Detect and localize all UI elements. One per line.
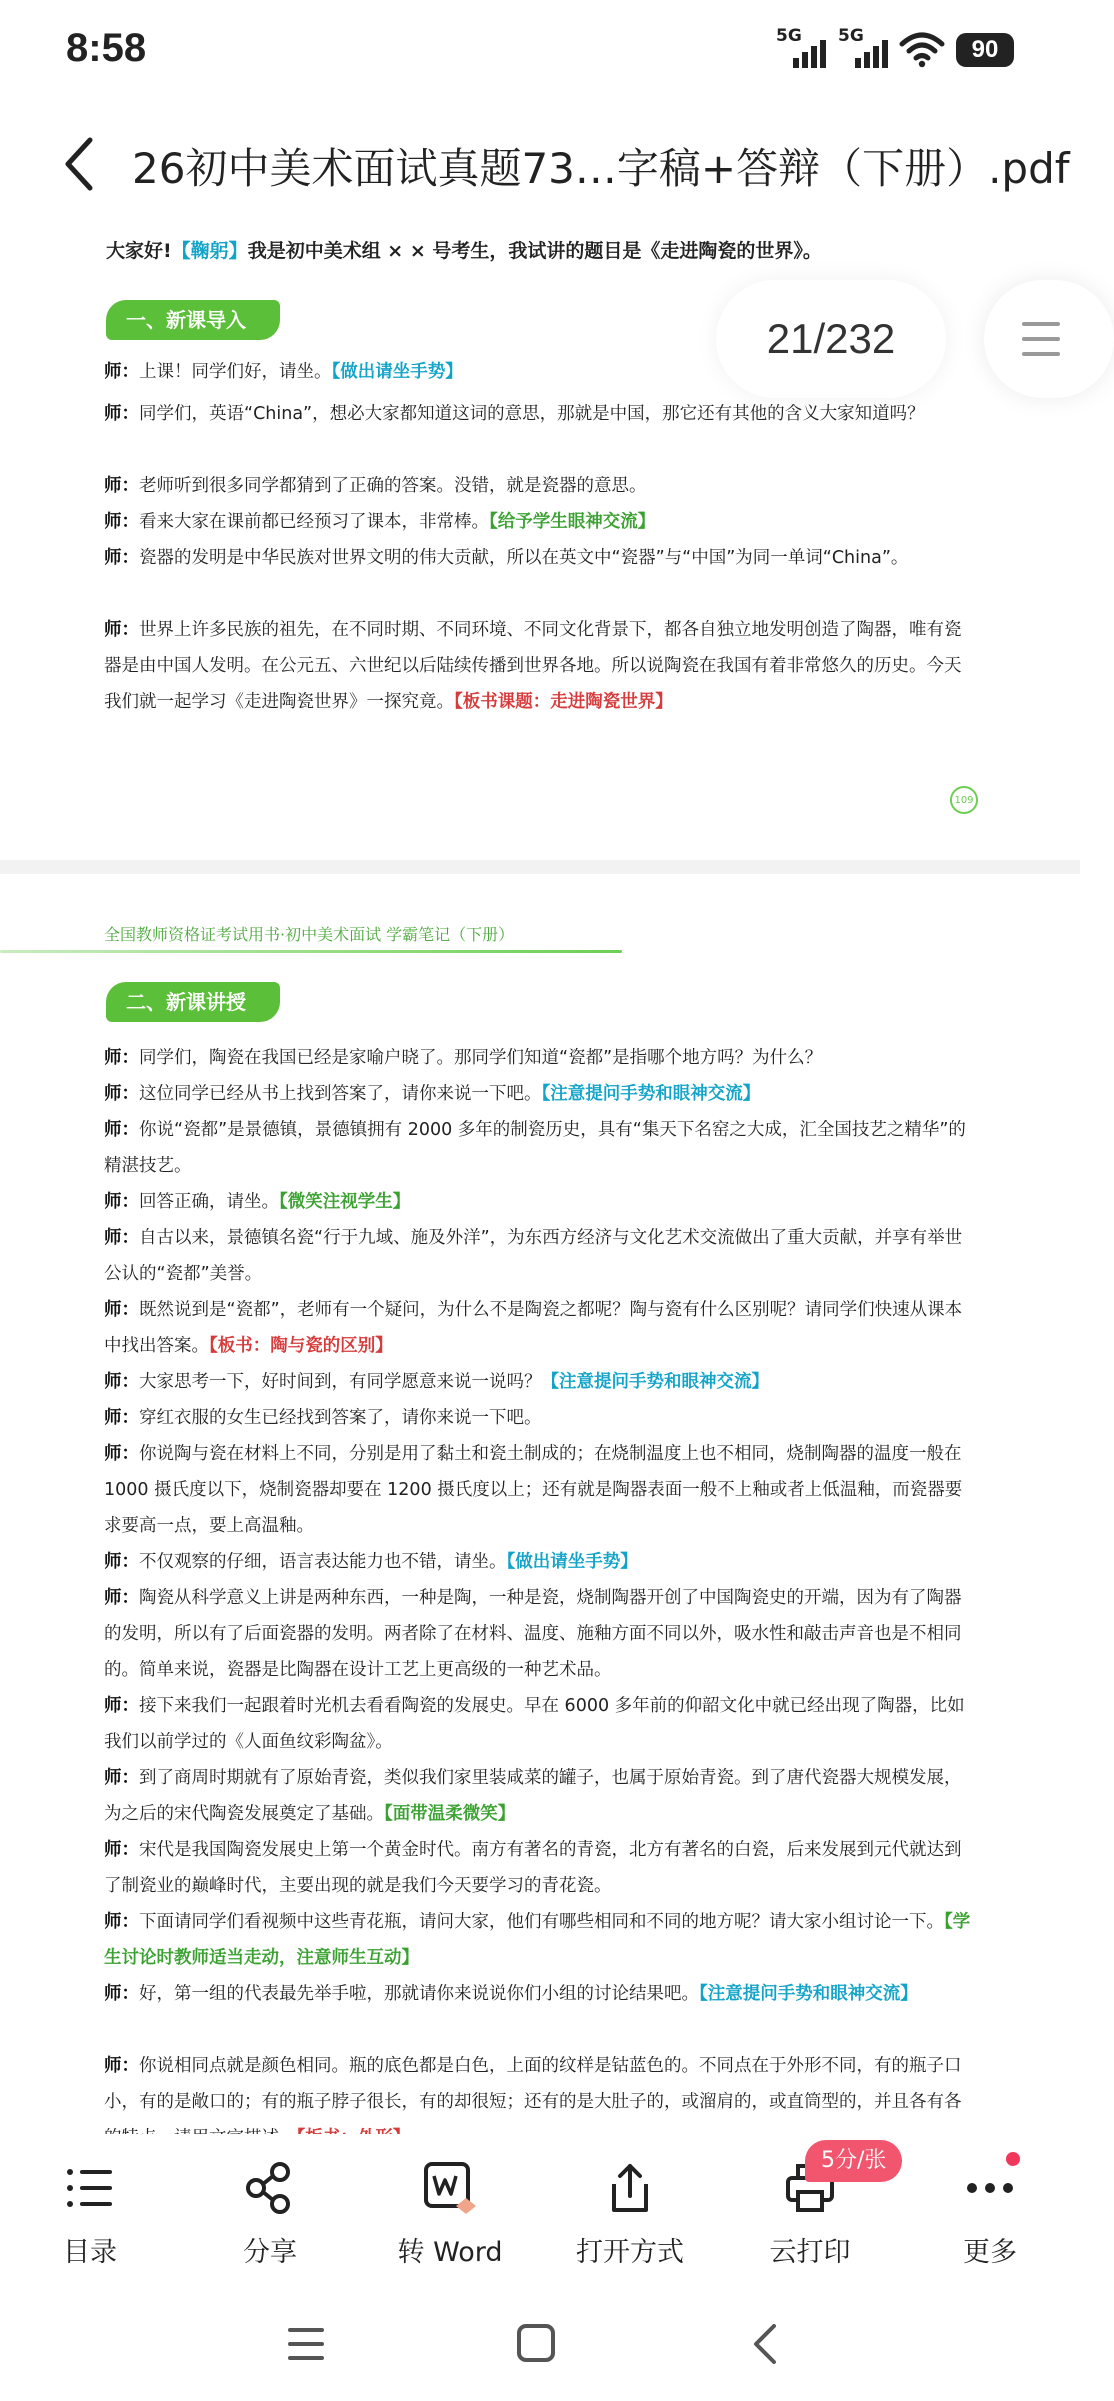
menu-icon (1022, 322, 1060, 326)
back-arrow-icon[interactable] (56, 134, 108, 194)
dialogue-paragraph: 师：同学们，英语“China”，想必大家都知道这词的意思，那就是中国，那它还有其他的含义大家知道吗？ (104, 404, 925, 424)
title-bar (0, 100, 1080, 230)
battery-icon: 90 (956, 33, 1014, 67)
toolbar-label: 目录 (63, 2237, 117, 2268)
dialogue-paragraph: 师：瓷器的发明是中华民族对世界文明的伟大贡献，所以在英文中“瓷器”与“中国”为同一单词“China”。 (104, 548, 909, 568)
dialogue-paragraph: 师：自古以来，景德镇名瓷“行于九域、施及外洋”，为东西方经济与文化艺术交流做出了重大贡献，并享有举世公认的“瓷都”美誉。 (104, 1228, 963, 1284)
dialogue-paragraph: 师：不仅观察的仔细，语言表达能力也不错，请坐。【做出请坐手势】 (104, 1552, 638, 1572)
list-icon (60, 2158, 120, 2218)
running-header: 全国教师资格证考试用书·初中美术面试 学霸笔记（下册） (104, 925, 515, 944)
notification-dot (1006, 2152, 1020, 2166)
cellular-signal-icon-2 (838, 26, 888, 70)
dialogue-paragraph: 师：陶瓷从科学意义上讲是两种东西，一种是陶，一种是瓷，烧制陶器开创了中国陶瓷史的开端，因为有了陶器的发明，所以有了后面瓷器的发明。两者除了在材料、温度、施釉方面不同以外，吸水性和敲击声音也是不相同的。简单来说，瓷器是比陶器在设计工艺上更高级的一种艺术品。 (104, 1588, 962, 1680)
dialogue-paragraph: 师：看来大家在课前都已经预习了课本，非常棒。【给予学生眼神交流】 (104, 512, 656, 532)
recent-apps-icon[interactable] (276, 2314, 336, 2374)
print-price-badge: 5分/张 (805, 2140, 902, 2182)
network-type-label-2: 5G (838, 26, 864, 46)
dialogue-paragraph: 师：这位同学已经从书上找到答案了，请你来说一下吧。【注意提问手势和眼神交流】 (104, 1084, 761, 1104)
page-counter[interactable]: 21/232 (716, 280, 946, 398)
more-button[interactable] (920, 2158, 1060, 2269)
dialogue-paragraph: 师：穿红衣服的女生已经找到答案了，请你来说一下吧。 (104, 1408, 542, 1428)
page-separator (0, 860, 1080, 874)
toolbar-label: 云打印 (769, 2237, 851, 2268)
status-time: 8:58 (66, 26, 147, 70)
network-type-label: 5G (776, 26, 802, 46)
dialogue-paragraph: 师：回答正确，请坐。【微笑注视学生】 (104, 1192, 411, 1212)
dialogue-paragraph: 师：到了商周时期就有了原始青瓷，类似我们家里装咸菜的罐子，也属于原始青瓷。到了唐代瓷器大规模发展，为之后的宋代陶瓷发展奠定了基础。【面带温柔微笑】 (104, 1768, 962, 1824)
intro-line: 大家好!【鞠躬】我是初中美术组 × × 号考生，我试讲的题目是《走进陶瓷的世界》。 (106, 240, 822, 262)
dialogue-paragraph: 师：同学们，陶瓷在我国已经是家喻户晓了。那同学们知道“瓷都”是指哪个地方吗？为什么？ (104, 1048, 823, 1068)
dialogue-paragraph: 师：老师听到很多同学都猜到了正确的答案。没错，就是瓷器的意思。 (104, 476, 647, 496)
section-heading: 二、新课讲授 (106, 982, 280, 1022)
dialogue-paragraph: 师：世界上许多民族的祖先，在不同时期、不同环境、不同文化背景下，都各自独立地发明创造了陶器，唯有瓷器是由中国人发明。在公元五、六世纪以后陆续传播到世界各地。所以说陶瓷在我国有着非常悠久的历史。今天我们就一起学习《走进陶瓷世界》一探究竟。【板书课题：走进陶瓷世界】 (104, 620, 962, 712)
open-with-button[interactable] (560, 2158, 700, 2269)
dialogue-paragraph: 师：你说“瓷都”是景德镇，景德镇拥有 2000 多年的制瓷历史，具有“集天下名窑之大成，汇全国技艺之精华”的精湛技艺。 (104, 1120, 966, 1176)
document-title: 26初中美术面试真题73…字稿+答辩（下册）.pdf (132, 144, 1070, 193)
dialogue-paragraph: 师：你说陶与瓷在材料上不同，分别是用了黏土和瓷土制成的；在烧制温度上也不相同，烧制陶器的温度一般在 1000 摄氏度以下，烧制瓷器却要在 1200 摄氏度以上；还有就是陶器表面一般不上釉或者上低温釉，而瓷器要求要高一点，要上高温釉。 (104, 1444, 963, 1536)
dialogue-paragraph: 师：好，第一组的代表最先举手啦，那就请你来说说你们小组的讨论结果吧。【注意提问手势和眼神交流】 (104, 1984, 918, 2004)
dialogue-paragraph: 师：接下来我们一起跟着时光机去看看陶瓷的发展史。早在 6000 多年前的仰韶文化中就已经出现了陶器，比如我们以前学过的《人面鱼纹彩陶盆》。 (104, 1696, 965, 1752)
status-bar (0, 0, 1080, 100)
bottom-toolbar (0, 2134, 1080, 2274)
pdf-page (0, 874, 1080, 2134)
dialogue-paragraph: 师：既然说到是“瓷都”，老师有一个疑问，为什么不是陶瓷之都呢？陶与瓷有什么区别呢？请同学们快速从课本中找出答案。【板书：陶与瓷的区别】 (104, 1300, 963, 1356)
page-number-badge: 109 (950, 786, 978, 814)
back-icon[interactable] (736, 2314, 796, 2374)
wifi-icon (900, 32, 944, 68)
dialogue-paragraph: 师：你说相同点就是颜色相同。瓶的底色都是白色，上面的纹样是钴蓝色的。不同点在于外形不同，有的瓶子口小，有的是敞口的；有的瓶子脖子很长，有的却很短；还有的是大肚子的，或溜肩的，或直筒型的，并且各有各 (104, 2056, 962, 2112)
more-icon (960, 2158, 1020, 2218)
dialogue-paragraph: 师：大家思考一下，好时间到，有同学愿意来说一说吗？【注意提问手势和眼神交流】 (104, 1372, 769, 1392)
convert-word-button[interactable] (380, 2158, 520, 2269)
home-icon[interactable] (506, 2314, 566, 2374)
system-navigation-bar (0, 2274, 1080, 2401)
toolbar-label: 打开方式 (576, 2237, 684, 2268)
toc-button[interactable] (20, 2158, 160, 2269)
side-menu-button[interactable] (984, 280, 1114, 398)
share-button[interactable] (200, 2158, 340, 2269)
toolbar-label: 更多 (963, 2237, 1017, 2268)
word-convert-icon (420, 2158, 480, 2218)
toolbar-label: 转 Word (397, 2237, 503, 2268)
dialogue-paragraph: 师：宋代是我国陶瓷发展史上第一个黄金时代。南方有著名的青瓷，北方有著名的白瓷，后来发展到元代就达到了制瓷业的巅峰时代，主要出现的就是我们今天要学习的青花瓷。 (104, 1840, 962, 1896)
section-heading: 一、新课导入 (106, 300, 280, 340)
cellular-signal-icon (776, 26, 826, 70)
dialogue-paragraph: 师：上课！同学们好，请坐。【做出请坐手势】 (104, 362, 463, 382)
share-icon (240, 2158, 300, 2218)
dialogue-paragraph: 师：下面请同学们看视频中这些青花瓶，请问大家，他们有哪些相同和不同的地方呢？请大家小组讨论一下。【学生讨论时教师适当走动，注意师生互动】 (104, 1912, 971, 1968)
open-with-icon (600, 2158, 660, 2218)
toolbar-label: 分享 (243, 2237, 297, 2268)
status-icons (776, 26, 1014, 70)
header-rule (0, 950, 622, 953)
